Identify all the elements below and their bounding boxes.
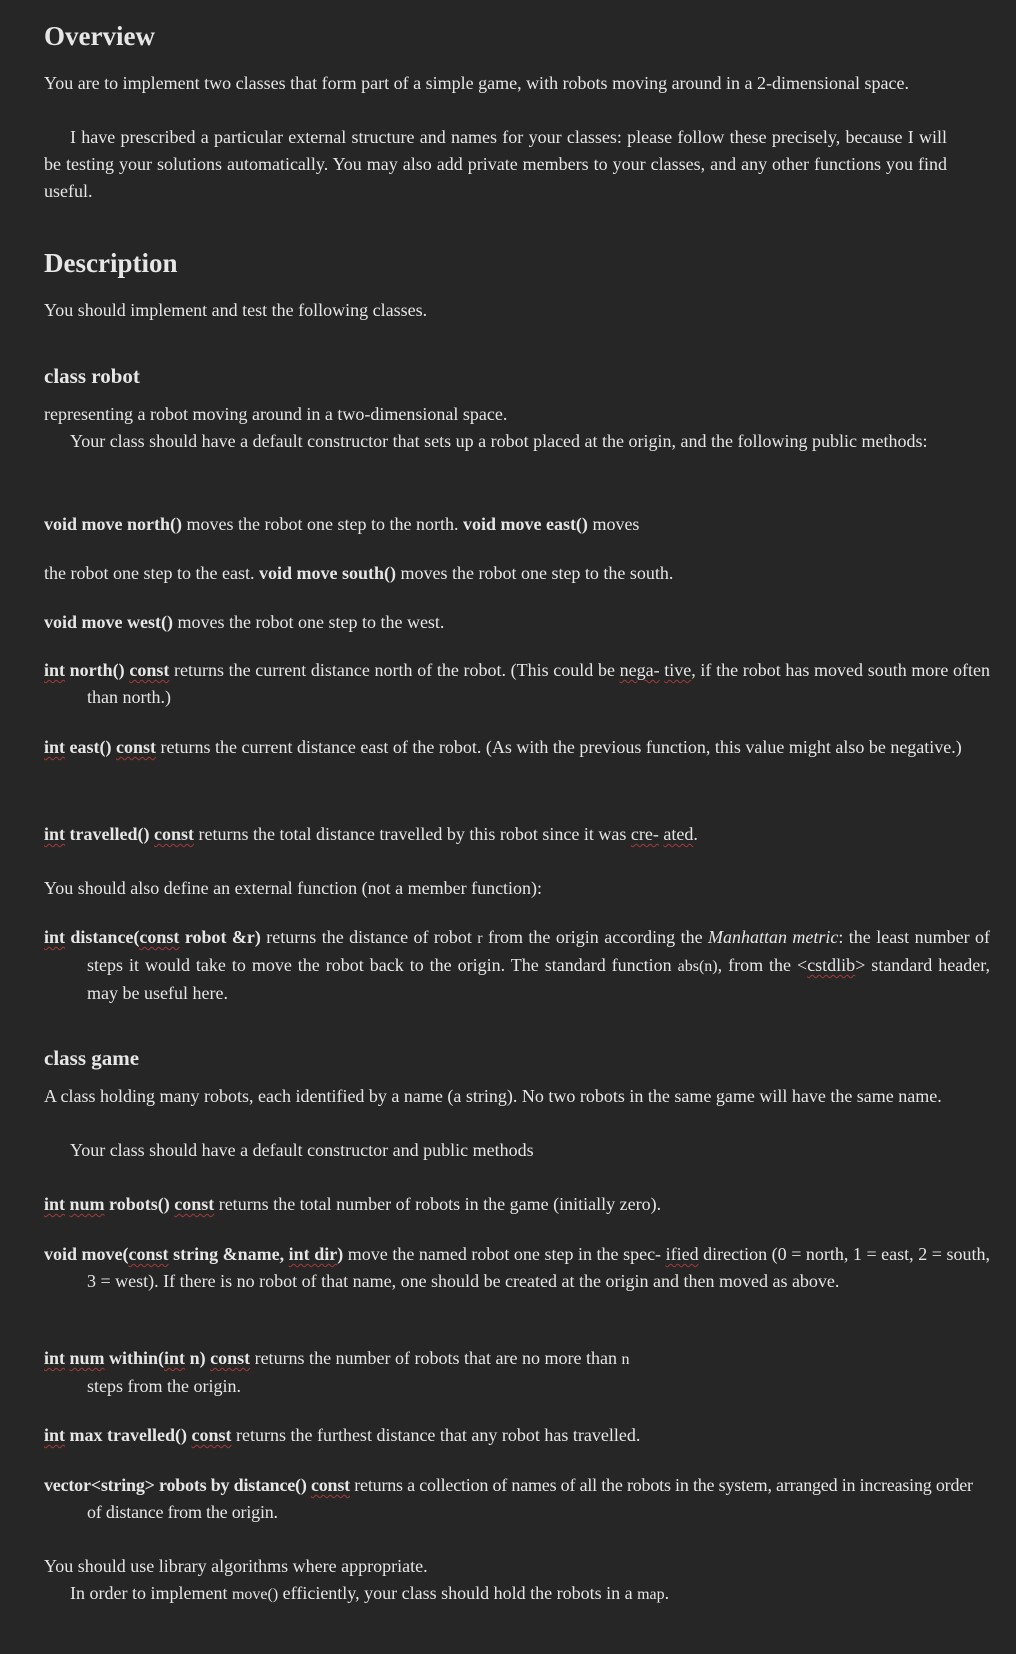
game-outro-2-part-3: . bbox=[664, 1583, 670, 1603]
east-signature: east() bbox=[65, 737, 116, 757]
game-outro-2-part-1: In order to implement bbox=[70, 1583, 232, 1603]
move-const-keyword: const bbox=[128, 1244, 169, 1264]
move-signature-start: void move( bbox=[44, 1244, 129, 1264]
travelled-end: . bbox=[693, 824, 698, 844]
cstdlib-header-name: cstdlib bbox=[807, 955, 856, 975]
game-outro-1: You should use library algorithms where appropriate. bbox=[44, 1556, 428, 1576]
travelled-description: returns the total distance travelled by this robot since it was bbox=[193, 824, 631, 844]
north-method-entry bbox=[44, 657, 990, 711]
distance-const-keyword: const bbox=[139, 927, 180, 947]
distance-description-part-4: , from the < bbox=[717, 955, 808, 975]
robot-method-line-3 bbox=[44, 609, 947, 636]
distance-function-entry bbox=[44, 924, 990, 1007]
robots-by-distance-method-entry bbox=[44, 1472, 990, 1526]
distance-description-part-3: : the least number of steps it would take to move the robot back to the origin. The standard function bbox=[87, 927, 990, 975]
travelled-cre-word: cre- bbox=[630, 824, 659, 844]
max-travelled-int-keyword: int bbox=[44, 1425, 66, 1445]
num-within-description-part-2: steps from the origin. bbox=[87, 1376, 241, 1396]
abs-function-name: abs(n) bbox=[677, 958, 718, 975]
robots-by-distance-signature: vector<string> robots by distance() bbox=[44, 1475, 311, 1495]
num-within-const-keyword: const bbox=[210, 1348, 251, 1368]
move-north-description: moves the robot one step to the north. bbox=[182, 514, 463, 534]
robots-by-distance-const-keyword: const bbox=[310, 1475, 350, 1495]
max-travelled-const-keyword: const bbox=[191, 1425, 232, 1445]
travelled-method-entry bbox=[44, 821, 990, 848]
move-dir-argument: dir bbox=[309, 1244, 338, 1264]
move-int-keyword: int bbox=[288, 1244, 310, 1264]
robots-by-distance-description: returns a collection of names of all the robots in the system, arranged in increasing order of distance from the origin. bbox=[87, 1475, 973, 1522]
north-description-part-1: returns the current distance north of the robot. (This could be bbox=[169, 660, 620, 680]
move-east-description-part-1: moves bbox=[587, 514, 640, 534]
east-int-keyword: int bbox=[44, 737, 66, 757]
move-signature-close: ) bbox=[337, 1244, 344, 1264]
num-within-method-entry bbox=[44, 1345, 990, 1400]
game-intro-2: Your class should have a default constructor and public methods bbox=[70, 1140, 534, 1160]
distance-int-keyword: int bbox=[44, 927, 66, 947]
north-int-keyword: int bbox=[44, 660, 66, 680]
move-ified-word: ified bbox=[665, 1244, 699, 1264]
game-outro-2-part-2: efficiently, your class should hold the robots in a bbox=[278, 1583, 638, 1603]
num-robots-signature: robots() bbox=[104, 1194, 175, 1214]
map-container-reference: map bbox=[637, 1586, 665, 1603]
game-class-heading: class game bbox=[44, 1046, 140, 1070]
max-travelled-description: returns the furthest distance that any robot has travelled. bbox=[231, 1425, 641, 1445]
move-east-signature: void move east() bbox=[462, 514, 588, 534]
east-const-keyword: const bbox=[116, 737, 156, 757]
north-nega-word: nega- bbox=[619, 660, 660, 680]
num-within-int-keyword: int bbox=[44, 1348, 66, 1368]
num-within-num-word: num bbox=[69, 1348, 105, 1368]
game-outro-2 bbox=[44, 1580, 947, 1608]
distance-signature-rest: robot &r) bbox=[179, 927, 261, 947]
num-robots-description: returns the total number of robots in the game (initially zero). bbox=[214, 1194, 662, 1214]
num-within-description-part-1: returns the number of robots that are no more than bbox=[250, 1348, 622, 1368]
num-within-n-reference: n bbox=[621, 1351, 630, 1368]
num-within-int-argument: int bbox=[164, 1348, 186, 1368]
distance-description-part-5: > standard header, may be useful here. bbox=[87, 955, 991, 1003]
distance-signature: distance( bbox=[65, 927, 140, 947]
move-description-part-2: direction (0 = north, 1 = east, 2 = south, 3 = west). If there is no robot of that name, one should be created at the origin and then moved as above. bbox=[87, 1244, 990, 1291]
max-travelled-signature: max travelled() bbox=[65, 1425, 192, 1445]
robot-intro-2: Your class should have a default constructor that sets up a robot placed at the origin, and the following public methods: bbox=[70, 431, 928, 451]
robot-class-heading: class robot bbox=[44, 364, 140, 388]
overview-heading: Overview bbox=[44, 21, 155, 51]
move-description-part-1: move the named robot one step in the spec- bbox=[343, 1244, 666, 1264]
north-description-part-2: , if the robot has moved south more often than north.) bbox=[87, 660, 990, 707]
robot-method-line-1 bbox=[44, 511, 947, 538]
manhattan-metric-term: Manhattan metric bbox=[708, 927, 839, 947]
move-south-description: moves the robot one step to the south. bbox=[395, 563, 674, 583]
move-west-description: moves the robot one step to the west. bbox=[172, 612, 445, 632]
robot-intro-1: representing a robot moving around in a two-dimensional space. bbox=[44, 404, 508, 424]
num-within-n-argument: n) bbox=[185, 1348, 211, 1368]
move-west-signature: void move west() bbox=[44, 612, 173, 632]
robot-method-line-2 bbox=[44, 560, 947, 587]
overview-paragraph-1: You are to implement two classes that form part of a simple game, with robots moving around in a 2-dimensional space. bbox=[44, 73, 909, 93]
north-tive-word: tive bbox=[664, 660, 692, 680]
num-within-signature: within( bbox=[104, 1348, 165, 1368]
north-const-keyword: const bbox=[129, 660, 170, 680]
travelled-const-keyword: const bbox=[153, 824, 194, 844]
move-north-signature: void move north() bbox=[44, 514, 182, 534]
move-signature-middle: string &name, bbox=[168, 1244, 289, 1264]
travelled-ated-word: ated bbox=[663, 824, 694, 844]
description-intro: You should implement and test the following classes. bbox=[44, 300, 428, 320]
east-method-entry bbox=[44, 734, 990, 761]
description-heading: Description bbox=[44, 248, 178, 278]
overview-paragraph-2: I have prescribed a particular external structure and names for your classes: please follow these precisely, because I will be testing your solutions automatically. You may also add private members to your classes, and any other functions you find useful. bbox=[44, 127, 947, 201]
distance-description-part-1: returns the distance of robot bbox=[260, 927, 478, 947]
distance-r-argument: r bbox=[477, 930, 483, 947]
game-intro-1: A class holding many robots, each identified by a name (a string). No two robots in the same game will have the same name. bbox=[44, 1086, 942, 1106]
move-south-signature: void move south() bbox=[258, 563, 396, 583]
num-robots-const-keyword: const bbox=[174, 1194, 215, 1214]
num-robots-int-keyword: int bbox=[44, 1194, 66, 1214]
external-function-intro: You should also define an external function (not a member function): bbox=[44, 878, 543, 898]
north-signature: north() bbox=[65, 660, 130, 680]
num-robots-method-entry bbox=[44, 1191, 990, 1218]
travelled-int-keyword: int bbox=[44, 824, 66, 844]
move-method-entry bbox=[44, 1241, 990, 1295]
max-travelled-method-entry bbox=[44, 1422, 990, 1449]
move-east-description-part-2: the robot one step to the east. bbox=[44, 563, 259, 583]
east-description: returns the current distance east of the robot. (As with the previous function, this value might also be negative.) bbox=[156, 737, 962, 757]
move-function-reference: move() bbox=[231, 1586, 279, 1603]
travelled-signature: travelled() bbox=[65, 824, 154, 844]
num-robots-num-word: num bbox=[69, 1194, 105, 1214]
distance-description-part-2: from the origin according the bbox=[482, 927, 708, 947]
